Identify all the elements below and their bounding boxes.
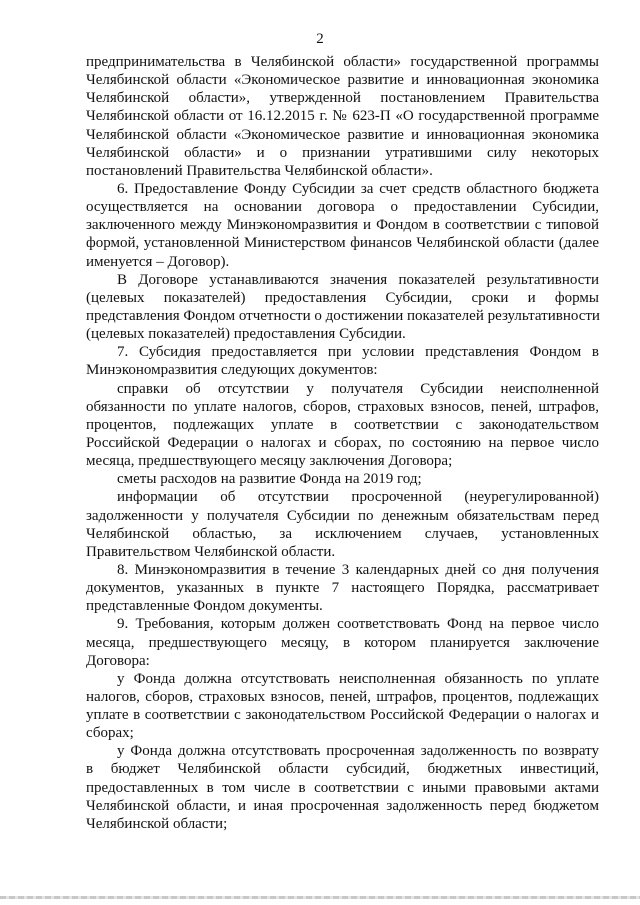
text-line: 8. Минэкономразвития в течение 3 календарных дней со дня получения	[117, 561, 599, 578]
text-line: сметы расходов на развитие Фонда на 2019 год;	[117, 471, 422, 488]
text-line: 9. Требования, которым должен соответствовать Фонд на первое число	[117, 616, 599, 633]
text-line: именуется – Договор).	[86, 253, 230, 270]
text-line: В Договоре устанавливаются значения показателей результативности	[117, 271, 599, 288]
text-line: Челябинской областью, за исключением случаев, установленных	[86, 525, 599, 542]
text-line: формой, установленной Министерством финансов Челябинской области (далее	[86, 235, 599, 252]
text-line: Правительством Челябинской области.	[86, 543, 336, 560]
text-line: Челябинской области «Экономическое развитие и инновационная экономика	[86, 72, 599, 89]
text-line: налогов, сборов, страховых взносов, пеней, штрафов, процентов, подлежащих	[86, 688, 599, 705]
text-line: справки об отсутствии у получателя Субсидии неисполненной	[117, 380, 599, 397]
text-line: Челябинской области «Экономическое развитие и инновационная экономика	[86, 126, 599, 143]
text-line: 7. Субсидия предоставляется при условии представления Фондом в	[117, 344, 599, 361]
text-line: у Фонда должна отсутствовать неисполненная обязанность по уплате	[117, 670, 599, 687]
text-line: постановлений Правительства Челябинской области».	[86, 162, 433, 179]
text-line: заключенного между Минэкономразвития и Фондом в соответствии с типовой	[86, 217, 599, 234]
text-line: сборах;	[86, 725, 134, 742]
document-body	[86, 53, 599, 833]
text-line: Челябинской области» и о признании утратившими силу некоторых	[86, 144, 599, 161]
text-line: Российской Федерации о налогах и сборах, по состоянию на первое число	[86, 434, 599, 451]
text-line: Челябинской области от 16.12.2015 г. № 623-П «О государственной программе	[86, 108, 599, 125]
text-line: представленные Фондом документы.	[86, 598, 323, 615]
text-line: в бюджет Челябинской области субсидий, бюджетных инвестиций,	[86, 761, 599, 778]
text-line: предпринимательства в Челябинской области» государственной программы	[86, 54, 599, 70]
text-line: предоставленных в том числе в соответствии с иными правовыми актами	[86, 779, 599, 796]
text-line: процентов, подлежащих уплате в соответствии с законодательством	[86, 416, 599, 433]
text-line: Челябинской области, и иная просроченная задолженность перед бюджетом	[86, 797, 599, 814]
text-line: (целевых показателей) предоставления Субсидии, сроки и формы	[86, 289, 599, 306]
scan-edge-line	[0, 896, 640, 899]
text-line: месяца, предшествующего месяцу, в котором планируется заключение	[86, 634, 599, 651]
text-line: (целевых показателей) предоставления Субсидии.	[86, 326, 406, 343]
text-line: документов, указанных в пункте 7 настоящего Порядка, рассматривает	[86, 580, 599, 597]
text-line: обязанности по уплате налогов, сборов, страховых взносов, пеней, штрафов,	[86, 398, 599, 415]
text-line: представления Фондом отчетности о достижении показателей результативности	[86, 307, 600, 324]
text-line: месяца, предшествующего месяцу заключения Договора;	[86, 453, 453, 470]
page-number: 2	[316, 31, 324, 47]
text-line: информации об отсутствии просроченной (неурегулированной)	[117, 489, 599, 506]
text-line: 6. Предоставление Фонду Субсидии за счет средств областного бюджета	[117, 180, 599, 197]
text-line: Челябинской области», утвержденной постановлением Правительства	[86, 90, 599, 107]
text-line: у Фонда должна отсутствовать просроченная задолженность по возврату	[117, 743, 599, 760]
text-line: Минэкономразвития следующих документов:	[86, 362, 378, 379]
text-line: задолженности у получателя Субсидии по денежным обязательствам перед	[86, 507, 599, 524]
text-line: Челябинской области;	[86, 815, 228, 832]
text-line: осуществляется на основании договора о предоставлении Субсидии,	[86, 199, 599, 216]
text-line: Договора:	[86, 652, 150, 669]
text-line: уплате в соответствии с законодательством Российской Федерации о налогах и	[86, 707, 599, 724]
